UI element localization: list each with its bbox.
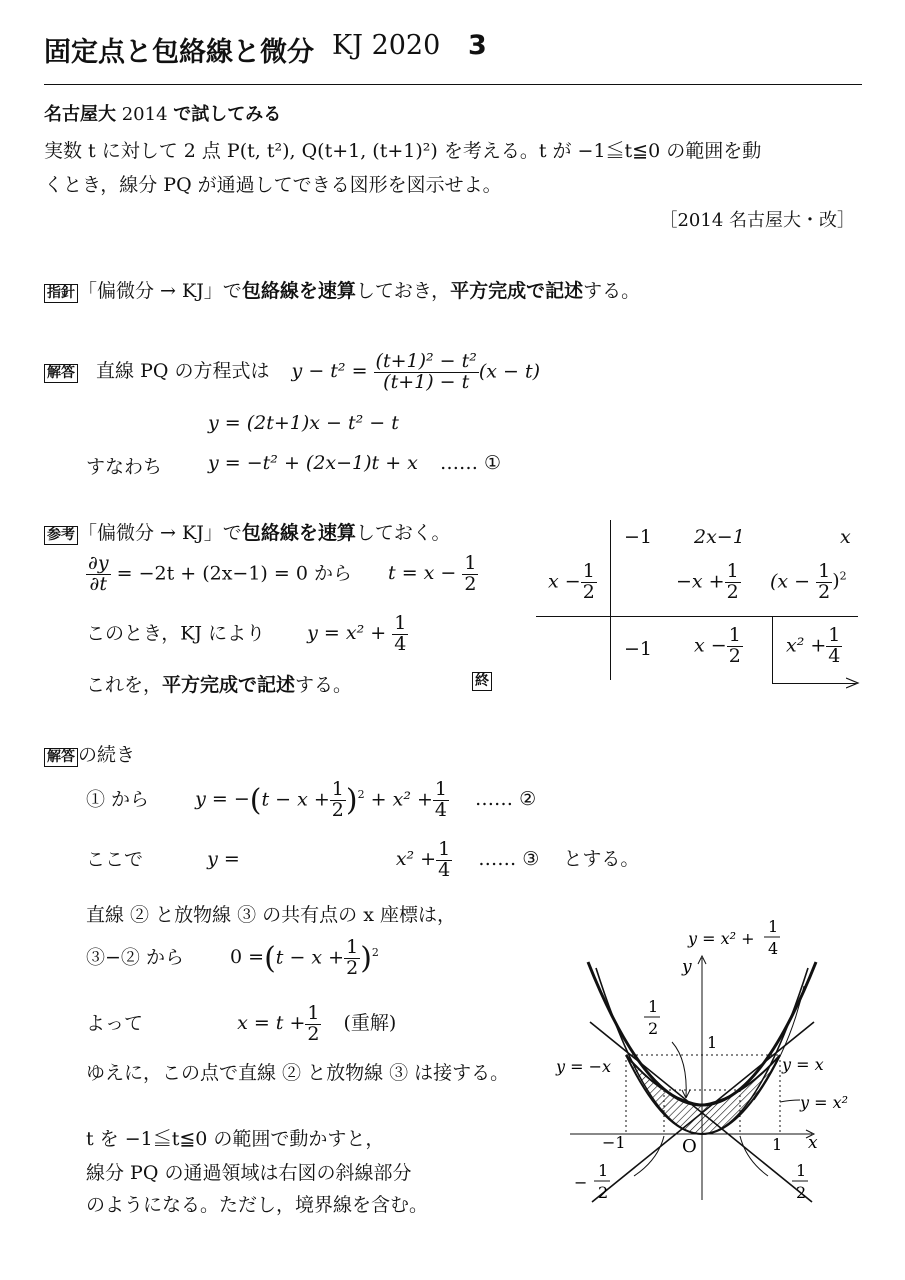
kj-text: このとき，KJ により bbox=[86, 622, 266, 645]
l2-tail: x² + bbox=[395, 848, 437, 871]
t-half-den: 2 bbox=[464, 572, 477, 595]
hint-text-1: 「偏微分 → KJ」で bbox=[78, 280, 242, 302]
line-eq-rhs: (x − t) bbox=[478, 360, 541, 383]
l2-quarter bbox=[436, 840, 452, 881]
l2-suffix: とする。 bbox=[563, 848, 640, 871]
l2-q-den: 4 bbox=[438, 858, 451, 881]
l1-half bbox=[330, 780, 346, 821]
page-number: 3 bbox=[468, 30, 487, 61]
pd-den: ∂t bbox=[89, 572, 108, 595]
l1-paren: t − x + bbox=[261, 788, 330, 811]
t-equation: t = x − bbox=[388, 562, 457, 585]
answer2-rest: の続き bbox=[78, 744, 136, 766]
div-row1-c: x bbox=[840, 526, 851, 548]
ref-1: …… ① bbox=[440, 452, 502, 474]
envelope-quarter bbox=[392, 614, 408, 655]
div-row1-a: −1 bbox=[624, 526, 653, 548]
kj-line bbox=[86, 614, 408, 655]
partial-derivative-line bbox=[86, 554, 478, 595]
hint-line bbox=[44, 276, 640, 303]
ref-3: …… ③ bbox=[478, 848, 540, 871]
l4-half-num: 1 bbox=[346, 936, 359, 958]
reference-tag: 参考 bbox=[44, 526, 78, 545]
hint-tag: 指針 bbox=[44, 284, 78, 303]
div-divisor-half bbox=[581, 562, 597, 603]
t-half bbox=[462, 554, 478, 595]
graph-neg1-label: −1 bbox=[602, 1133, 626, 1152]
kore-line bbox=[86, 670, 352, 697]
div-divisor-half-num: 1 bbox=[582, 560, 595, 582]
graph-neg-half-num: 1 bbox=[598, 1161, 609, 1180]
graph-half-upper-den: 2 bbox=[648, 1019, 659, 1038]
l1-half-den: 2 bbox=[331, 798, 344, 821]
div-row3-c-text: x² + bbox=[786, 634, 827, 657]
graph-origin-label: O bbox=[682, 1136, 697, 1157]
graph-top-quarter-num: 1 bbox=[768, 917, 779, 936]
answer2-line-1: ① から y = −(t − x + $\frac{1}{2}$ )$^2$ + x² + $\frac{1}{4}$ …… ② bbox=[86, 778, 537, 821]
div-row3-a: −1 bbox=[624, 638, 653, 660]
answer2-line-5 bbox=[86, 1004, 396, 1045]
l5-half-den: 2 bbox=[307, 1022, 320, 1045]
graph-pos-half-den: 2 bbox=[796, 1183, 807, 1202]
div-row3-c-num: 1 bbox=[828, 624, 841, 646]
div-row2-right: (x − $\frac{1}{2}$ )$^2$ bbox=[770, 560, 847, 603]
slope-den: (t+1) − t bbox=[383, 370, 470, 393]
heading-year: 2014 bbox=[121, 104, 168, 125]
region-graph bbox=[550, 910, 870, 1210]
problem-line-2: くとき，線分 PQ が通過してできる図形を図示せよ。 bbox=[44, 174, 502, 196]
graph-top-label: y = x² + bbox=[688, 929, 755, 948]
div-row2-right-den: 2 bbox=[818, 580, 831, 603]
answer2-line-6: ゆえに，この点で直線 ② と放物線 ③ は接する。 bbox=[86, 1062, 510, 1084]
l1-q-num: 1 bbox=[434, 778, 447, 800]
graph-pos-half-num: 1 bbox=[796, 1161, 807, 1180]
div-row2-mid-num: 1 bbox=[726, 560, 739, 582]
l4-pre: ③−② から bbox=[86, 946, 184, 969]
graph-top-quarter-den: 4 bbox=[768, 939, 779, 958]
div-divisor bbox=[548, 562, 597, 603]
div-row3-b-num: 1 bbox=[728, 624, 741, 646]
answer-eq-3: y = −t² + (2x−1)t + x bbox=[208, 452, 418, 474]
division-arrow-icon bbox=[846, 677, 860, 689]
answer2-heading bbox=[44, 740, 135, 767]
div-row3-c bbox=[786, 626, 842, 667]
answer-intro: 直線 PQ の方程式は bbox=[96, 360, 270, 383]
l5-eq: x = t + bbox=[237, 1012, 306, 1035]
div-row3-b-half bbox=[727, 626, 743, 667]
div-row2-mid-text: −x + bbox=[676, 570, 725, 593]
l5-half bbox=[305, 1004, 321, 1045]
division-vertical-line bbox=[610, 520, 611, 680]
reference-text-2: しておく。 bbox=[355, 522, 451, 544]
div-row2-right-text: (x − bbox=[770, 570, 817, 593]
l4-eq: 0 = bbox=[230, 946, 265, 969]
slope-fraction bbox=[374, 352, 479, 393]
answer-tag: 解答 bbox=[44, 364, 78, 383]
graph-y-label: y bbox=[682, 957, 692, 977]
graph-y-neg-x-label: y = −x bbox=[556, 1057, 612, 1076]
div-row3-b-den: 2 bbox=[728, 644, 741, 667]
end-mark: 終 bbox=[472, 672, 492, 691]
l1-pre: ① から bbox=[86, 788, 150, 811]
heading-rest: で試してみる bbox=[173, 104, 282, 125]
ref-2: …… ② bbox=[475, 788, 537, 811]
l2-q-num: 1 bbox=[438, 838, 451, 860]
problem-line-1: 実数 t に対して 2 点 P(t, t²), Q(t+1, (t+1)²) を考える。t が −1≦t≦0 の範囲を動 bbox=[44, 140, 762, 162]
div-row3-c-quarter bbox=[826, 626, 842, 667]
div-row2-mid-half bbox=[725, 562, 741, 603]
kore-suffix: する。 bbox=[295, 674, 353, 696]
page-series: KJ 2020 bbox=[332, 30, 441, 61]
graph-y-pos-x-label: y = x bbox=[782, 1055, 824, 1074]
graph-y-x2-label: y = x² bbox=[800, 1093, 849, 1112]
answer2-line-7: t を −1≦t≦0 の範囲で動かすと， bbox=[86, 1128, 385, 1150]
graph-neg-half-den: 2 bbox=[598, 1183, 609, 1202]
answer-sunawachi: すなわち bbox=[86, 456, 163, 478]
answer2-line-4: ③−② から 0 =(t − x + $\frac{1}{2}$ )$^2$ bbox=[86, 936, 379, 979]
problem-heading bbox=[44, 100, 281, 126]
div-row3-b bbox=[694, 626, 743, 667]
div-row1-b: 2x−1 bbox=[694, 526, 745, 548]
l1-q-den: 4 bbox=[434, 798, 447, 821]
line-eq-lhs: y − t² = bbox=[291, 360, 368, 383]
graph-x-label: x bbox=[808, 1133, 818, 1153]
hint-text-3: する。 bbox=[583, 280, 641, 302]
l2-eq: y = bbox=[207, 848, 240, 871]
problem-source: ［2014 名古屋大・改］ bbox=[659, 210, 855, 231]
division-result-hline bbox=[772, 683, 856, 684]
division-result-vline bbox=[772, 616, 773, 684]
slope-num: (t+1)² − t² bbox=[375, 350, 477, 372]
pd-rest: = −2t + (2x−1) = 0 から bbox=[116, 562, 352, 585]
reference-text-1: 「偏微分 → KJ」で bbox=[78, 522, 242, 544]
div-row2-mid bbox=[676, 562, 741, 603]
l2-pre: ここで bbox=[86, 848, 144, 871]
hint-bold-2: 平方完成で記述 bbox=[450, 280, 584, 302]
quarter-den: 4 bbox=[394, 632, 407, 655]
quarter-num: 1 bbox=[394, 612, 407, 634]
l1-half-num: 1 bbox=[331, 778, 344, 800]
answer2-line-2 bbox=[86, 840, 639, 881]
heading-school: 名古屋大 bbox=[44, 104, 116, 125]
div-row3-c-den: 4 bbox=[828, 644, 841, 667]
answer-line-1 bbox=[44, 352, 540, 393]
hint-text-2: しておき， bbox=[355, 280, 451, 302]
l5-pre: よって bbox=[86, 1012, 144, 1035]
l4-half-den: 2 bbox=[346, 956, 359, 979]
reference-bold-1: 包絡線を速算 bbox=[241, 522, 356, 544]
answer2-line-9: のようになる。ただし，境界線を含む。 bbox=[86, 1194, 429, 1216]
div-row2-right-num: 1 bbox=[818, 560, 831, 582]
envelope-eq: y = x² + bbox=[307, 622, 387, 645]
div-row3-b-text: x − bbox=[694, 634, 727, 657]
graph-1-label: 1 bbox=[707, 1033, 718, 1052]
page-title: 固定点と包絡線と微分 bbox=[44, 37, 314, 68]
l5-note: (重解) bbox=[343, 1012, 397, 1035]
hint-bold-1: 包絡線を速算 bbox=[241, 280, 356, 302]
div-row2-right-half bbox=[816, 562, 832, 603]
partial-fraction bbox=[86, 554, 111, 595]
pd-num: ∂y bbox=[88, 552, 109, 574]
hatched-region bbox=[626, 1055, 780, 1134]
l5-half-num: 1 bbox=[307, 1002, 320, 1024]
answer2-line-3: 直線 ② と放物線 ③ の共有点の x 座標は， bbox=[86, 904, 456, 926]
div-divisor-text: x − bbox=[548, 570, 581, 593]
div-divisor-half-den: 2 bbox=[582, 580, 595, 603]
l4-half bbox=[344, 938, 360, 979]
kore-text: これを， bbox=[86, 674, 163, 696]
answer-eq-2: y = (2t+1)x − t² − t bbox=[208, 412, 399, 434]
l1-tail: + x² + bbox=[370, 788, 433, 811]
reference-line bbox=[44, 518, 450, 545]
l1-quarter bbox=[433, 780, 449, 821]
title-rule bbox=[44, 84, 862, 85]
graph-neg-half-sign: − bbox=[574, 1173, 588, 1192]
graph-half-upper-num: 1 bbox=[648, 997, 659, 1016]
division-horizontal-line bbox=[536, 616, 858, 617]
div-row2-mid-den: 2 bbox=[726, 580, 739, 603]
answer2-tag: 解答 bbox=[44, 748, 78, 767]
graph-pos1-label: 1 bbox=[772, 1135, 783, 1154]
l1-eq: y = − bbox=[195, 788, 250, 811]
kore-bold: 平方完成で記述 bbox=[162, 674, 296, 696]
l4-paren: t − x + bbox=[275, 946, 345, 969]
answer2-line-8: 線分 PQ の通過領域は右図の斜線部分 bbox=[86, 1162, 412, 1184]
t-half-num: 1 bbox=[464, 552, 477, 574]
